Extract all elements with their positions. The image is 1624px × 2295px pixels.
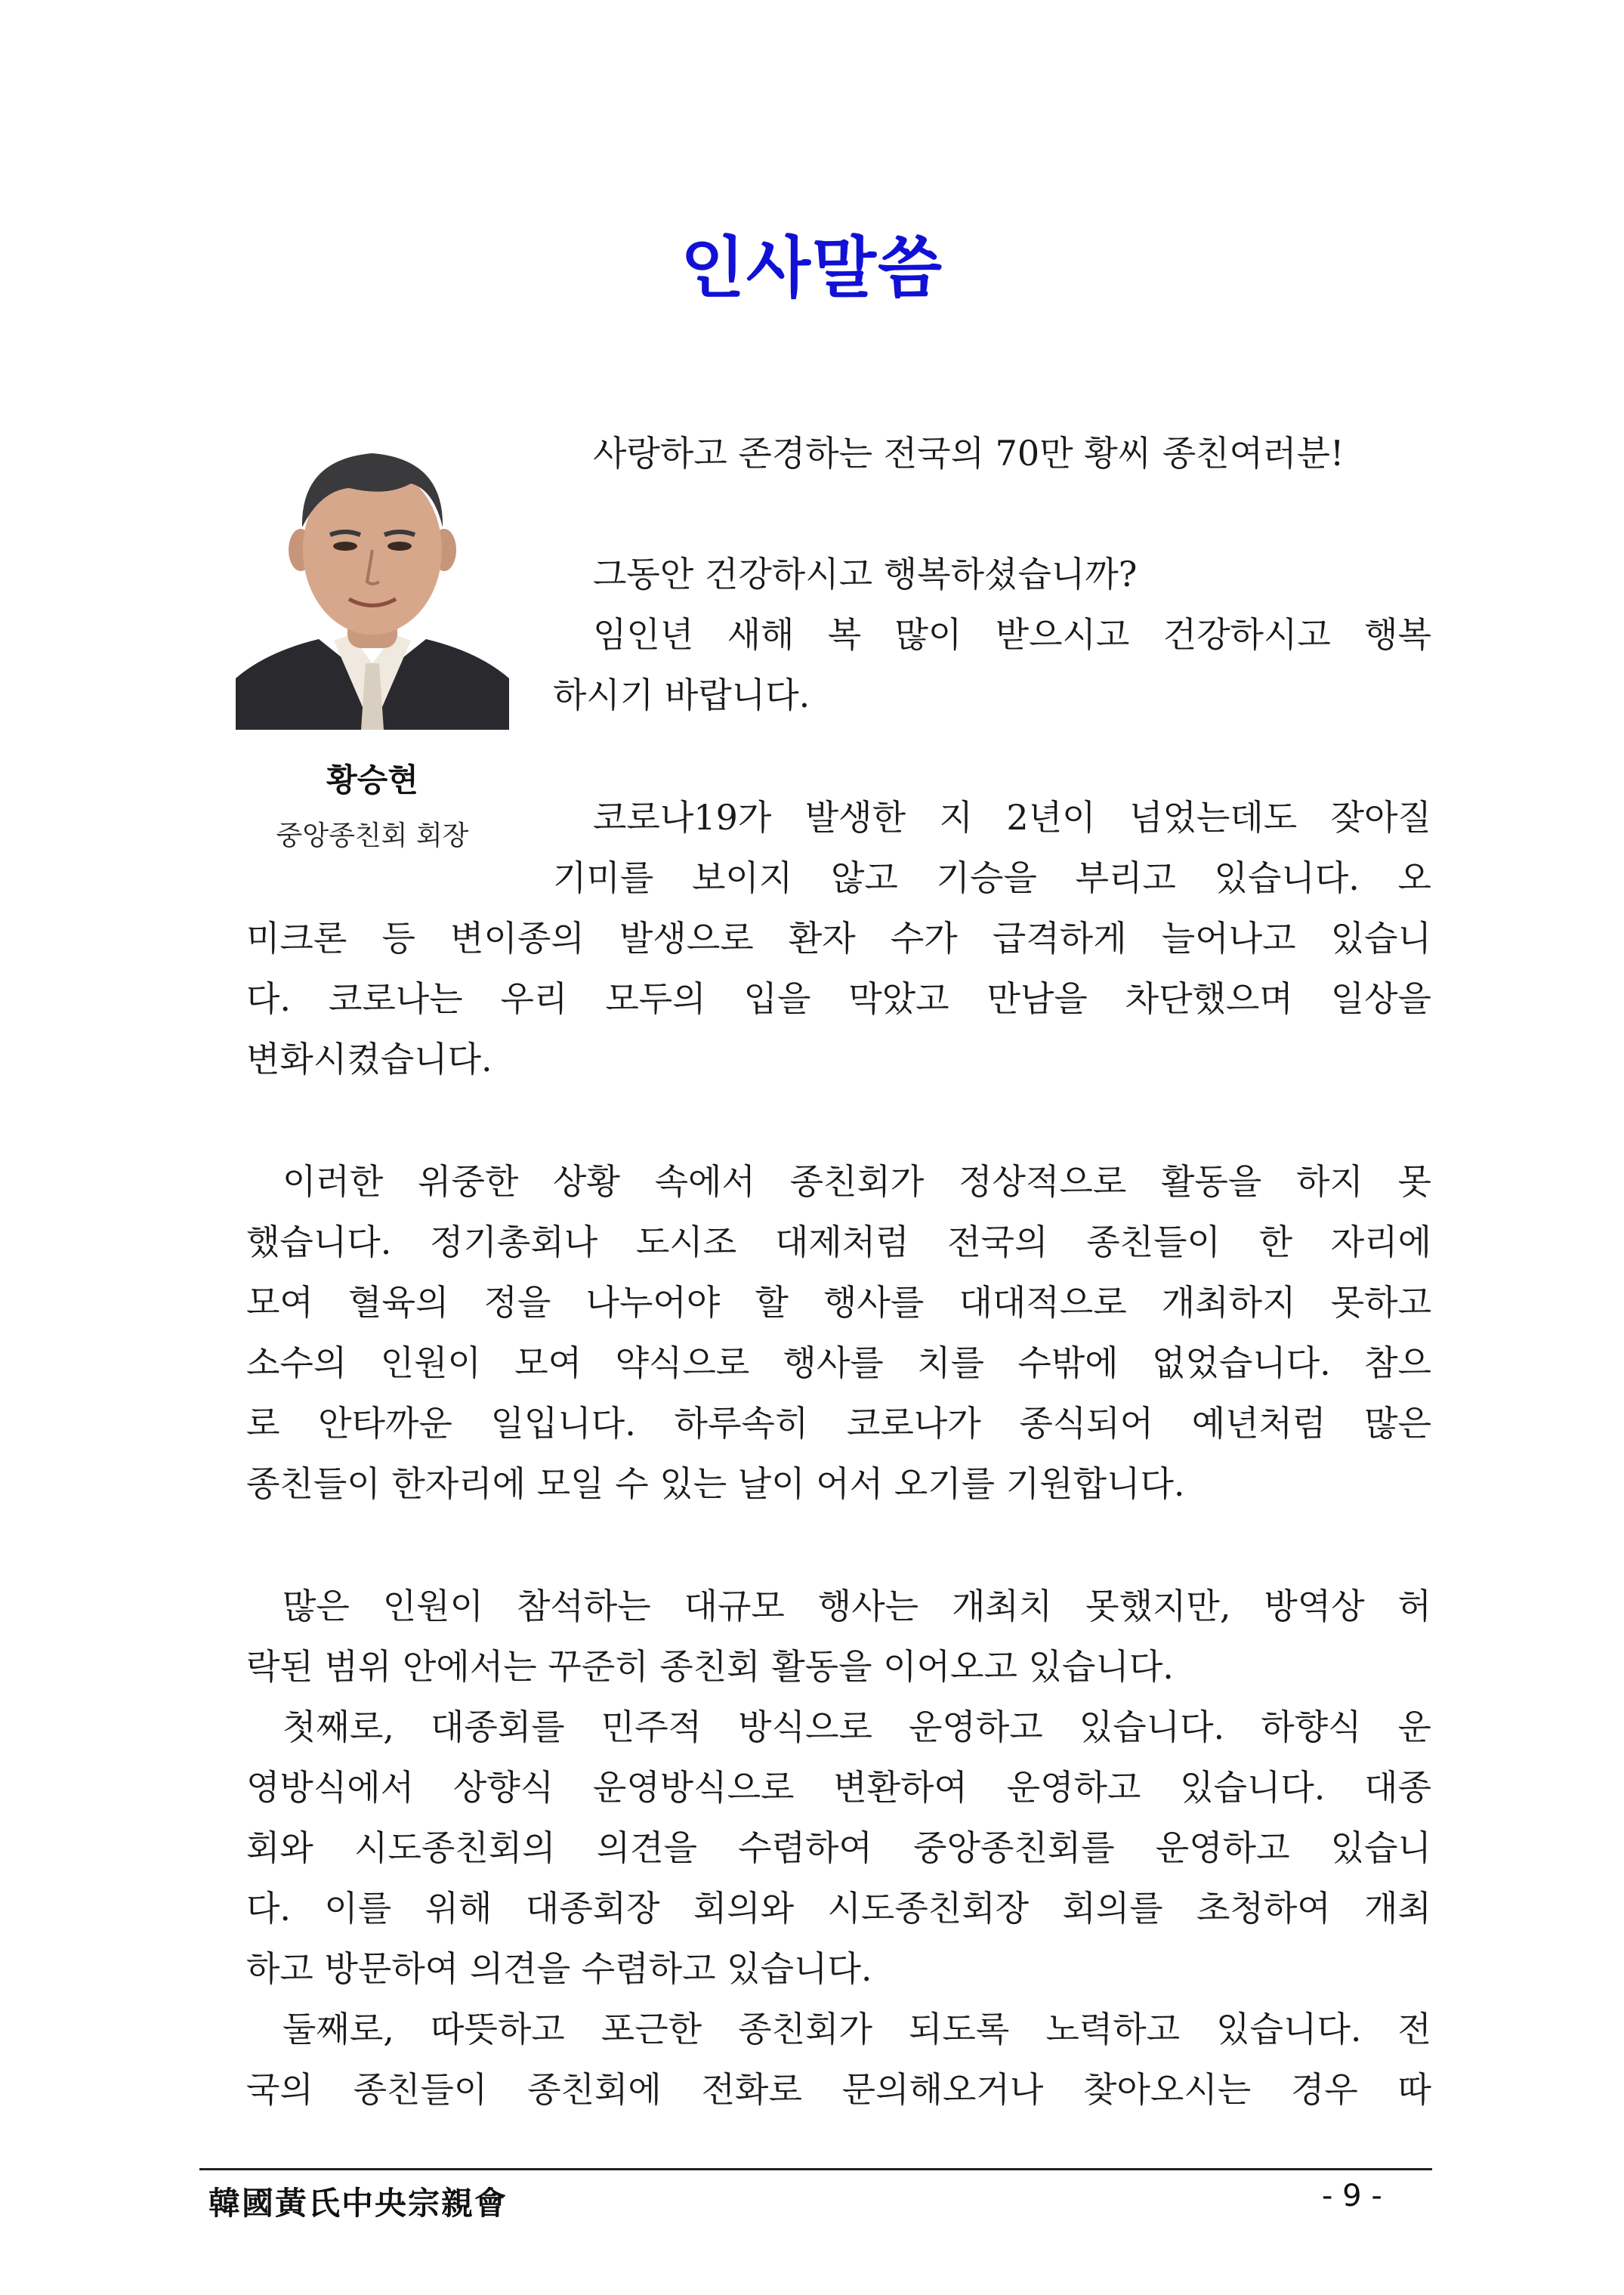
body-line: 둘째로, 따뜻하고 포근한 종친회가 되도록 노력하고 있습니다. 전 bbox=[283, 2009, 1431, 2049]
body-line: 하시기 바랍니다. bbox=[553, 675, 810, 715]
body-line: 소수의 인원이 모여 약식으로 행사를 치를 수밖에 없었습니다. 참으 bbox=[246, 1342, 1431, 1383]
body-line: 회와 시도종친회의 의견을 수렴하여 중앙종친회를 운영하고 있습니 bbox=[246, 1827, 1431, 1868]
body-line: 이러한 위중한 상황 속에서 종친회가 정상적으로 활동을 하지 못 bbox=[283, 1161, 1431, 1202]
body-line: 사랑하고 존경하는 전국의 70만 황씨 종친여러분! bbox=[593, 433, 1345, 474]
body-line: 영방식에서 상향식 운영방식으로 변환하여 운영하고 있습니다. 대종 bbox=[246, 1767, 1431, 1808]
body-line: 로 안타까운 일입니다. 하루속히 코로나가 종식되어 예년처럼 많은 bbox=[246, 1403, 1431, 1444]
body-line: 다. 이를 위해 대종회장 회의와 시도종친회장 회의를 초청하여 개최 bbox=[246, 1888, 1431, 1929]
body-line: 종친들이 한자리에 모일 수 있는 날이 어서 오기를 기원합니다. bbox=[246, 1463, 1185, 1504]
page-number: - 9 - bbox=[1322, 2179, 1382, 2213]
body-line: 변화시켰습니다. bbox=[246, 1039, 492, 1080]
author-role: 중앙종친회 회장 bbox=[276, 820, 469, 851]
body-line: 그동안 건강하시고 행복하셨습니까? bbox=[593, 554, 1138, 595]
body-line: 하고 방문하여 의견을 수렴하고 있습니다. bbox=[246, 1948, 872, 1989]
body-line: 첫째로, 대종회를 민주적 방식으로 운영하고 있습니다. 하향식 운 bbox=[283, 1707, 1431, 1747]
body-line: 미크론 등 변이종의 발생으로 환자 수가 급격하게 늘어나고 있습니 bbox=[246, 918, 1431, 959]
portrait-image bbox=[236, 437, 509, 730]
body-line: 락된 범위 안에서는 꾸준히 종친회 활동을 이어오고 있습니다. bbox=[246, 1646, 1174, 1687]
body-line: 다. 코로나는 우리 모두의 입을 막았고 만남을 차단했으며 일상을 bbox=[246, 978, 1431, 1019]
body-line: 임인년 새해 복 많이 받으시고 건강하시고 행복 bbox=[593, 614, 1431, 655]
body-line: 했습니다. 정기총회나 도시조 대제처럼 전국의 종친들이 한 자리에 bbox=[246, 1222, 1431, 1262]
body-line: 국의 종친들이 종친회에 전화로 문의해오거나 찾아오시는 경우 따 bbox=[246, 2069, 1431, 2110]
body-line: 모여 혈육의 정을 나누어야 할 행사를 대대적으로 개최하지 못하고 bbox=[246, 1282, 1431, 1323]
footer-divider bbox=[199, 2168, 1432, 2170]
footer-organization: 韓國黃氏中央宗親會 bbox=[208, 2185, 508, 2222]
body-line: 기미를 보이지 않고 기승을 부리고 있습니다. 오 bbox=[553, 857, 1431, 898]
body-line: 많은 인원이 참석하는 대규모 행사는 개최치 못했지만, 방역상 허 bbox=[283, 1586, 1431, 1626]
author-portrait bbox=[236, 437, 509, 730]
author-name: 황승현 bbox=[326, 761, 418, 798]
page-title: 인사말씀 bbox=[680, 229, 944, 307]
body-line: 코로나19가 발생한 지 2년이 넘었는데도 잦아질 bbox=[593, 797, 1431, 838]
